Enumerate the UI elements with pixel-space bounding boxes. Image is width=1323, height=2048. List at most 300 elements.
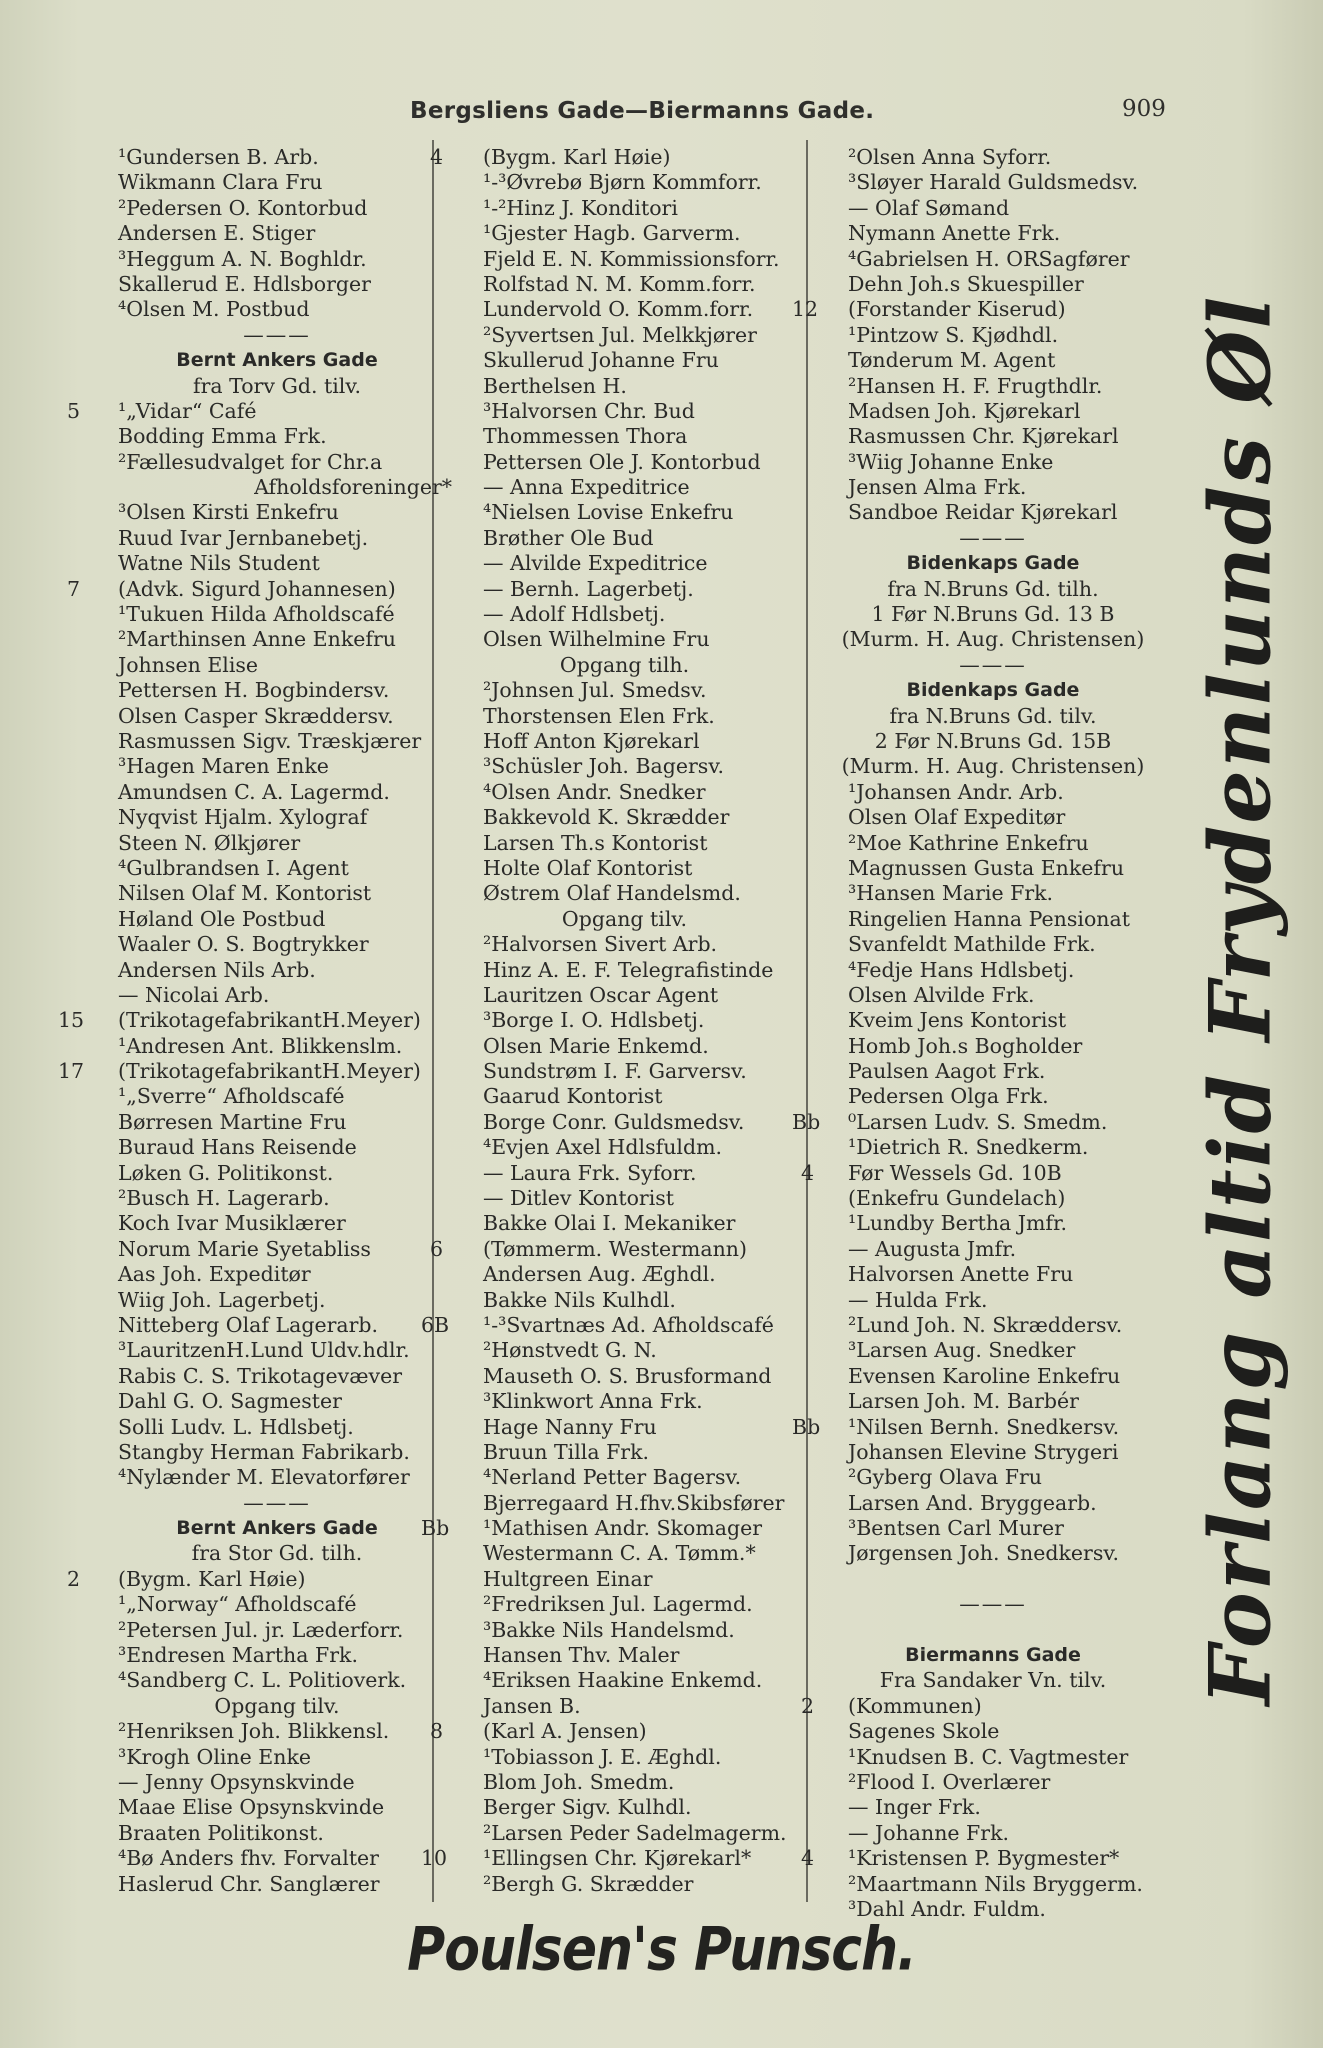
entry-text: — Anna Expeditrice	[483, 475, 690, 500]
entry-text: ³Hansen Marie Frk.	[848, 881, 1054, 906]
entry-text: ¹Ellingsen Chr. Kjørekarl*	[483, 1846, 752, 1871]
directory-entry	[421, 1846, 812, 1871]
house-number: 7	[66, 576, 80, 601]
entry-text: Sandboe Reidar Kjørekarl	[848, 500, 1118, 525]
entry-text: Hultgreen Einar	[483, 1566, 653, 1591]
directory-entry	[437, 1745, 812, 1770]
directory-entry	[800, 1846, 1178, 1871]
entry-text: ²Maartmann Nils Bryggerm.	[848, 1871, 1143, 1896]
directory-entry	[808, 247, 1178, 272]
directory-entry	[808, 1262, 1178, 1287]
section-note	[808, 627, 1178, 652]
directory-entry	[808, 424, 1178, 449]
entry-text: Opgang tilh.	[559, 652, 690, 677]
entry-text: ²Petersen Jul. jr. Læderforr.	[118, 1617, 404, 1642]
directory-entry	[437, 374, 812, 399]
directory-entry	[92, 145, 462, 170]
directory-entry	[92, 627, 462, 652]
directory-entry	[808, 1288, 1178, 1313]
directory-entry	[92, 475, 462, 500]
entry-text: Biermanns Gade	[905, 1644, 1081, 1667]
directory-entry	[92, 1821, 462, 1846]
entry-text: Homb Joh.s Bogholder	[848, 1033, 1083, 1058]
entry-text: Kveim Jens Kontorist	[848, 1008, 1067, 1033]
page-number: 909	[1122, 96, 1166, 122]
entry-text: Andersen E. Stiger	[118, 221, 316, 246]
entry-text: Andersen Nils Arb.	[118, 957, 316, 982]
directory-entry	[808, 780, 1178, 805]
entry-text: ¹Pintzow S. Kjødhdl.	[848, 322, 1059, 347]
directory-column-1	[58, 145, 462, 1897]
directory-entry	[808, 1745, 1178, 1770]
entry-text: Bodding Emma Frk.	[118, 424, 327, 449]
section-note	[437, 907, 812, 932]
entry-text: ———	[959, 1592, 1027, 1617]
directory-entry	[437, 1084, 812, 1109]
directory-entry	[808, 399, 1178, 424]
section-note	[92, 374, 462, 399]
entry-text: (Tømmerm. Westermann)	[483, 1236, 747, 1261]
entry-text: (Murm. H. Aug. Christensen)	[841, 754, 1145, 779]
entry-text: ²Moe Kathrine Enkefru	[848, 830, 1089, 855]
directory-entry	[437, 780, 812, 805]
directory-entry	[808, 1364, 1178, 1389]
entry-text: ²Flood I. Overlærer	[848, 1770, 1051, 1794]
entry-text: Hinz A. E. F. Telegrafistinde	[483, 957, 774, 982]
page-title: Bergsliens Gade—Biermanns Gade.	[410, 98, 875, 124]
entry-text: ———	[243, 1490, 311, 1515]
entry-text: Mauseth O. S. Brusformand	[483, 1363, 772, 1388]
directory-entry	[66, 1566, 462, 1592]
house-number: 4	[429, 145, 443, 169]
bottom-advertisement: Poulsen's Punsch.	[407, 1915, 916, 1985]
directory-entry	[808, 1872, 1178, 1897]
entry-text: Hage Nanny Fru	[483, 1414, 657, 1439]
directory-entry	[808, 1465, 1178, 1490]
directory-entry	[808, 1541, 1178, 1566]
directory-entry	[808, 1389, 1178, 1414]
entry-text: — Augusta Jmfr.	[848, 1236, 1017, 1261]
directory-entry	[808, 145, 1178, 170]
entry-text: — Adolf Hdlsbetj.	[483, 602, 666, 627]
entry-text: Bjerregaard H.fhv.Skibsfører	[483, 1490, 785, 1515]
entry-text: — Olaf Sømand	[848, 195, 1010, 220]
entry-text: Wiig Joh. Lagerbetj.	[118, 1287, 326, 1312]
entry-text: Nitteberg Olaf Lagerarb.	[118, 1312, 379, 1337]
directory-entry	[437, 399, 812, 424]
section-note	[808, 1668, 1178, 1693]
directory-entry	[92, 1034, 462, 1059]
entry-text: Sagenes Skole	[848, 1719, 1000, 1744]
directory-entry	[808, 831, 1178, 856]
entry-text: ¹Gjester Hagb. Garverm.	[483, 221, 741, 246]
directory-entry	[92, 1338, 462, 1363]
entry-text: ¹Knudsen B. C. Vagtmester	[848, 1744, 1129, 1769]
entry-text: — Jenny Opsynskvinde	[118, 1770, 355, 1794]
entry-text: Andersen Aug. Æghdl.	[483, 1262, 716, 1287]
directory-entry	[437, 1770, 812, 1795]
street-heading	[92, 348, 462, 373]
entry-text: ³Bakke Nils Handelsmd.	[483, 1617, 735, 1642]
directory-entry	[92, 1262, 462, 1287]
directory-entry	[66, 576, 462, 602]
entry-text: Østrem Olaf Handelsmd.	[483, 881, 741, 906]
entry-text: Braaten Politikonst.	[118, 1820, 324, 1845]
entry-text: Berthelsen H.	[483, 373, 627, 398]
directory-entry	[808, 196, 1178, 221]
entry-text: Bernt Ankers Gade	[176, 349, 378, 372]
entry-text: (Enkefru Gundelach)	[848, 1186, 1066, 1211]
directory-entry	[437, 729, 812, 754]
entry-text: Stangby Herman Fabrikarb.	[118, 1439, 410, 1464]
entry-text: ³Schüsler Joh. Bagersv.	[483, 754, 724, 779]
directory-entry	[437, 754, 812, 779]
directory-entry	[437, 1465, 812, 1490]
directory-entry	[437, 831, 812, 856]
entry-text: ⁴Olsen Andr. Snedker	[483, 779, 706, 804]
directory-entry	[437, 1541, 812, 1566]
directory-entry	[808, 348, 1178, 373]
directory-entry	[437, 1262, 812, 1287]
directory-entry	[92, 1313, 462, 1338]
entry-text: ⁴Sandberg C. L. Politioverk.	[118, 1668, 407, 1693]
side-advertisement-text: Forlang altid Frydenlunds Øl	[1190, 294, 1290, 1706]
directory-entry	[437, 678, 812, 703]
section-note	[92, 1541, 462, 1566]
directory-entry	[92, 856, 462, 881]
directory-entry	[92, 1135, 462, 1160]
directory-entry	[437, 1059, 812, 1084]
entry-text: ³Bentsen Carl Murer	[848, 1516, 1064, 1541]
section-divider	[808, 653, 1178, 678]
entry-text: Waaler O. S. Bogtrykker	[118, 932, 369, 957]
directory-entry	[808, 1034, 1178, 1059]
entry-text: 2 Før N.Bruns Gd. 15B	[874, 728, 1112, 753]
directory-entry	[808, 1338, 1178, 1363]
directory-entry	[92, 1872, 462, 1897]
entry-text: ¹„Vidar“ Café	[118, 398, 257, 423]
entry-text: ⁴Nerland Petter Bagersv.	[483, 1465, 742, 1490]
entry-text: ²Fredriksen Jul. Lagermd.	[483, 1592, 753, 1617]
entry-text: ¹-³Svartnæs Ad. Afholdscafé	[483, 1312, 774, 1337]
directory-entry	[800, 1693, 1178, 1719]
directory-entry	[92, 1795, 462, 1820]
entry-text: Rolfstad N. M. Komm.forr.	[483, 271, 756, 296]
section-note	[808, 754, 1178, 779]
directory-entry	[437, 856, 812, 881]
directory-entry	[437, 272, 812, 297]
directory-entry	[437, 627, 812, 652]
entry-text: ²Larsen Peder Sadelmagerm.	[483, 1820, 787, 1845]
entry-text: Ringelien Hanna Pensionat	[848, 906, 1130, 931]
directory-entry	[808, 1135, 1178, 1160]
entry-text: Olsen Wilhelmine Fru	[483, 627, 710, 652]
directory-entry	[792, 297, 1178, 322]
directory-entry	[92, 983, 462, 1008]
house-number: 8	[429, 1719, 443, 1744]
directory-entry	[437, 1821, 812, 1846]
directory-entry	[92, 1415, 462, 1440]
entry-text: — Bernh. Lagerbetj.	[483, 576, 694, 601]
directory-entry	[437, 196, 812, 221]
house-number: 5	[66, 398, 80, 423]
entry-text: Brøther Ole Bud	[483, 525, 654, 550]
directory-entry	[437, 958, 812, 983]
directory-entry	[808, 856, 1178, 881]
entry-text: ⁴Evjen Axel Hdlsfuldm.	[483, 1135, 723, 1160]
entry-text: Wikmann Clara Fru	[118, 170, 323, 195]
entry-text: Svanfeldt Mathilde Frk.	[848, 932, 1096, 957]
entry-text: — Ditlev Kontorist	[483, 1186, 675, 1211]
house-number: 4	[800, 1846, 814, 1871]
directory-entry	[437, 1668, 812, 1693]
directory-entry	[437, 297, 819, 322]
section-divider	[92, 323, 462, 348]
directory-entry	[92, 1618, 462, 1643]
directory-entry	[92, 958, 462, 983]
entry-text: — Laura Frk. Syforr.	[483, 1160, 697, 1185]
entry-text	[808, 1567, 848, 1591]
entry-text: Bruun Tilla Frk.	[483, 1439, 650, 1464]
directory-entry	[437, 170, 812, 195]
entry-text: ²Fællesudvalget for Chr.a	[118, 449, 383, 474]
directory-entry	[437, 881, 812, 906]
entry-text: ³Klinkwort Anna Frk.	[483, 1389, 703, 1414]
entry-text: ⁴Fedje Hans Hdlsbetj.	[848, 957, 1075, 982]
directory-entry	[808, 1440, 1178, 1465]
entry-text: ²Busch H. Lagerarb.	[118, 1186, 330, 1211]
directory-entry	[808, 170, 1178, 195]
directory-entry	[808, 475, 1178, 500]
directory-entry	[808, 958, 1178, 983]
entry-text: ³Endresen Martha Frk.	[118, 1643, 358, 1668]
directory-entry	[437, 1034, 812, 1059]
directory-entry	[808, 1821, 1178, 1846]
directory-entry	[92, 704, 462, 729]
directory-entry	[808, 1313, 1178, 1338]
entry-text: Bernt Ankers Gade	[176, 1517, 378, 1540]
entry-text: Haslerud Chr. Sanglærer	[118, 1871, 380, 1896]
directory-entry	[437, 1109, 821, 1135]
entry-text: Hoff Anton Kjørekarl	[483, 728, 700, 753]
entry-text: ¹Gundersen B. Arb.	[118, 145, 319, 169]
directory-entry	[437, 602, 812, 627]
house-number: 2	[66, 1566, 80, 1591]
directory-entry	[437, 932, 812, 957]
directory-entry	[92, 1770, 462, 1795]
entry-text: Westermann C. A. Tømm.*	[483, 1541, 756, 1566]
house-number: 17	[58, 1059, 85, 1084]
directory-entry	[437, 1389, 812, 1414]
entry-text: Dahl G. O. Sagmester	[118, 1389, 342, 1414]
entry-text: ¹Tukuen Hilda Afholdscafé	[118, 602, 395, 627]
house-number: Bb	[792, 1109, 821, 1134]
directory-entry	[437, 1592, 812, 1617]
section-note	[92, 1694, 462, 1719]
directory-entry	[92, 450, 462, 475]
directory-entry	[58, 1059, 462, 1084]
directory-entry	[437, 500, 812, 525]
directory-entry	[437, 1694, 812, 1719]
entry-text: ¹-²Hinz J. Konditori	[483, 195, 678, 220]
entry-text: Borge Conr. Guldsmedsv.	[483, 1109, 745, 1134]
directory-entry	[92, 196, 462, 221]
entry-text: ⁴Eriksen Haakine Enkemd.	[483, 1668, 763, 1693]
entry-text: Lauritzen Oscar Agent	[483, 982, 719, 1007]
entry-text: Larsen Joh. M. Barbér	[848, 1389, 1079, 1414]
entry-text: ¹-³Øvrebø Bjørn Kommforr.	[483, 170, 762, 195]
directory-entry	[92, 297, 462, 322]
entry-text: ¹Nilsen Bernh. Snedkersv.	[848, 1414, 1120, 1439]
directory-entry	[92, 1668, 462, 1693]
entry-text: (TrikotagefabrikantH.Meyer)	[118, 1059, 421, 1084]
entry-text: ³Dahl Andr. Fuldm.	[848, 1896, 1046, 1921]
entry-text: — Inger Frk.	[848, 1795, 981, 1820]
entry-text: (Murm. H. Aug. Christensen)	[841, 627, 1145, 652]
directory-entry	[437, 348, 812, 373]
entry-text: Olsen Casper Skræddersv.	[118, 703, 394, 728]
directory-entry	[437, 1186, 812, 1211]
section-divider	[808, 1592, 1178, 1617]
entry-text: ³Halvorsen Chr. Bud	[483, 398, 695, 423]
directory-entry	[808, 907, 1178, 932]
directory-entry	[92, 780, 462, 805]
entry-text: ———	[959, 525, 1027, 550]
entry-text: ³Hagen Maren Enke	[118, 754, 329, 779]
entry-text: ³Krogh Oline Enke	[118, 1744, 312, 1769]
directory-entry	[808, 881, 1178, 906]
entry-text: ¹Lundby Bertha Jmfr.	[848, 1211, 1068, 1236]
entry-text: Jensen Alma Frk.	[848, 475, 1027, 500]
directory-entry	[808, 221, 1178, 246]
directory-entry	[92, 1084, 462, 1109]
section-divider	[92, 1491, 462, 1516]
directory-entry	[437, 983, 812, 1008]
entry-text: fra Torv Gd. tilv.	[193, 373, 361, 398]
entry-text: Rabis C. S. Trikotagevæver	[118, 1363, 403, 1388]
entry-text: Halvorsen Anette Fru	[848, 1262, 1074, 1287]
entry-text: Dehn Joh.s Skuespiller	[848, 271, 1084, 296]
entry-text: ²Hansen H. F. Frugthdlr.	[848, 373, 1103, 398]
street-heading	[808, 1643, 1178, 1668]
directory-entry	[437, 1618, 812, 1643]
entry-text: fra N.Bruns Gd. tilv.	[889, 703, 1097, 728]
section-note	[808, 602, 1178, 627]
directory-entry	[92, 1389, 462, 1414]
entry-text: ¹Dietrich R. Snedkerm.	[848, 1135, 1089, 1160]
directory-entry	[808, 323, 1178, 348]
directory-entry	[92, 805, 462, 830]
directory-entry	[800, 1160, 1178, 1186]
street-heading	[92, 1516, 462, 1541]
directory-entry	[92, 831, 462, 856]
entry-text: ⁴Olsen M. Postbud	[118, 297, 310, 322]
entry-text: ¹Johansen Andr. Arb.	[848, 779, 1064, 804]
entry-text: Pettersen H. Bogbindersv.	[118, 678, 390, 703]
directory-entry	[808, 272, 1178, 297]
entry-text: Bakke Nils Kulhdl.	[483, 1287, 676, 1312]
entry-text: ⁴Gulbrandsen I. Agent	[118, 855, 349, 880]
entry-text: ²Henriksen Joh. Blikkensl.	[118, 1719, 390, 1744]
directory-entry	[808, 1084, 1178, 1109]
entry-text: Holte Olaf Kontorist	[483, 855, 693, 880]
directory-entry	[437, 323, 812, 348]
directory-entry	[92, 424, 462, 449]
entry-text: ²Halvorsen Sivert Arb.	[483, 932, 718, 957]
directory-entry	[429, 1719, 812, 1744]
directory-entry	[437, 1795, 812, 1820]
directory-entry	[437, 1288, 812, 1313]
entry-text: (Bygm. Karl Høie)	[483, 145, 671, 169]
entry-text: Norum Marie Syetabliss	[118, 1236, 371, 1261]
street-heading	[808, 678, 1178, 703]
entry-text: — Johanne Frk.	[848, 1820, 1010, 1845]
entry-text: 1 Før N.Bruns Gd. 13 B	[871, 602, 1115, 627]
directory-entry	[437, 475, 812, 500]
entry-text: Skallerud E. Hdlsborger	[118, 271, 371, 296]
directory-entry	[437, 1643, 812, 1668]
entry-text: Amundsen C. A. Lagermd.	[118, 779, 390, 804]
directory-entry	[437, 1211, 812, 1236]
entry-text: Koch Ivar Musiklærer	[118, 1211, 346, 1236]
entry-text: ³Borge I. O. Hdlsbetj.	[483, 1008, 705, 1033]
entry-text: — Alvilde Expeditrice	[483, 551, 708, 576]
directory-entry	[92, 1719, 462, 1744]
directory-entry	[92, 247, 462, 272]
entry-text: ⁴Nylænder M. Elevatorfører	[118, 1465, 410, 1490]
entry-text: ²Syvertsen Jul. Melkkjører	[483, 322, 757, 347]
directory-entry	[92, 754, 462, 779]
entry-text: ³Olsen Kirsti Enkefru	[118, 500, 339, 525]
directory-entry	[437, 450, 812, 475]
house-number: 12	[792, 297, 819, 322]
entry-text: Bakke Olai I. Mekaniker	[483, 1211, 736, 1236]
house-number: Bb	[421, 1516, 450, 1541]
entry-text: Bidenkaps Gade	[906, 679, 1080, 702]
directory-entry	[92, 653, 462, 678]
entry-text: Løken G. Politikonst.	[118, 1160, 334, 1185]
directory-entry	[437, 526, 812, 551]
entry-text: Høland Ole Postbud	[118, 906, 326, 931]
directory-entry	[437, 1872, 812, 1897]
entry-text: fra N.Bruns Gd. tilh.	[887, 576, 1099, 601]
directory-entry	[437, 551, 812, 576]
entry-text: ²Marthinsen Anne Enkefru	[118, 627, 396, 652]
entry-text: ²Bergh G. Skrædder	[483, 1871, 694, 1896]
house-number: 6B	[421, 1312, 450, 1337]
entry-text: ²Gyberg Olava Fru	[848, 1465, 1042, 1490]
entry-text: Opgang tilv.	[561, 906, 688, 931]
directory-entry	[421, 1516, 812, 1541]
directory-entry	[92, 1592, 462, 1617]
entry-text: Afholdsforeninger*	[254, 475, 452, 500]
entry-text: ———	[959, 652, 1027, 677]
entry-text: ¹„Norway“ Afholdscafé	[118, 1592, 357, 1617]
side-advertisement	[1180, 294, 1300, 1706]
entry-text: Skullerud Johanne Fru	[483, 348, 719, 373]
entry-text: Før Wessels Gd. 10B	[848, 1160, 1062, 1185]
entry-text: Bakkevold K. Skrædder	[483, 805, 730, 830]
directory-entry	[437, 1491, 812, 1516]
entry-text: Watne Nils Student	[118, 551, 320, 576]
entry-text: ²Johnsen Jul. Smedsv.	[483, 678, 707, 703]
entry-text: ³LauritzenH.Lund Uldv.hdlr.	[118, 1338, 410, 1363]
directory-entry	[92, 221, 462, 246]
directory-entry	[808, 932, 1178, 957]
entry-text: Gaarud Kontorist	[483, 1084, 663, 1109]
directory-column-2	[421, 145, 821, 1897]
directory-entry	[92, 551, 462, 576]
